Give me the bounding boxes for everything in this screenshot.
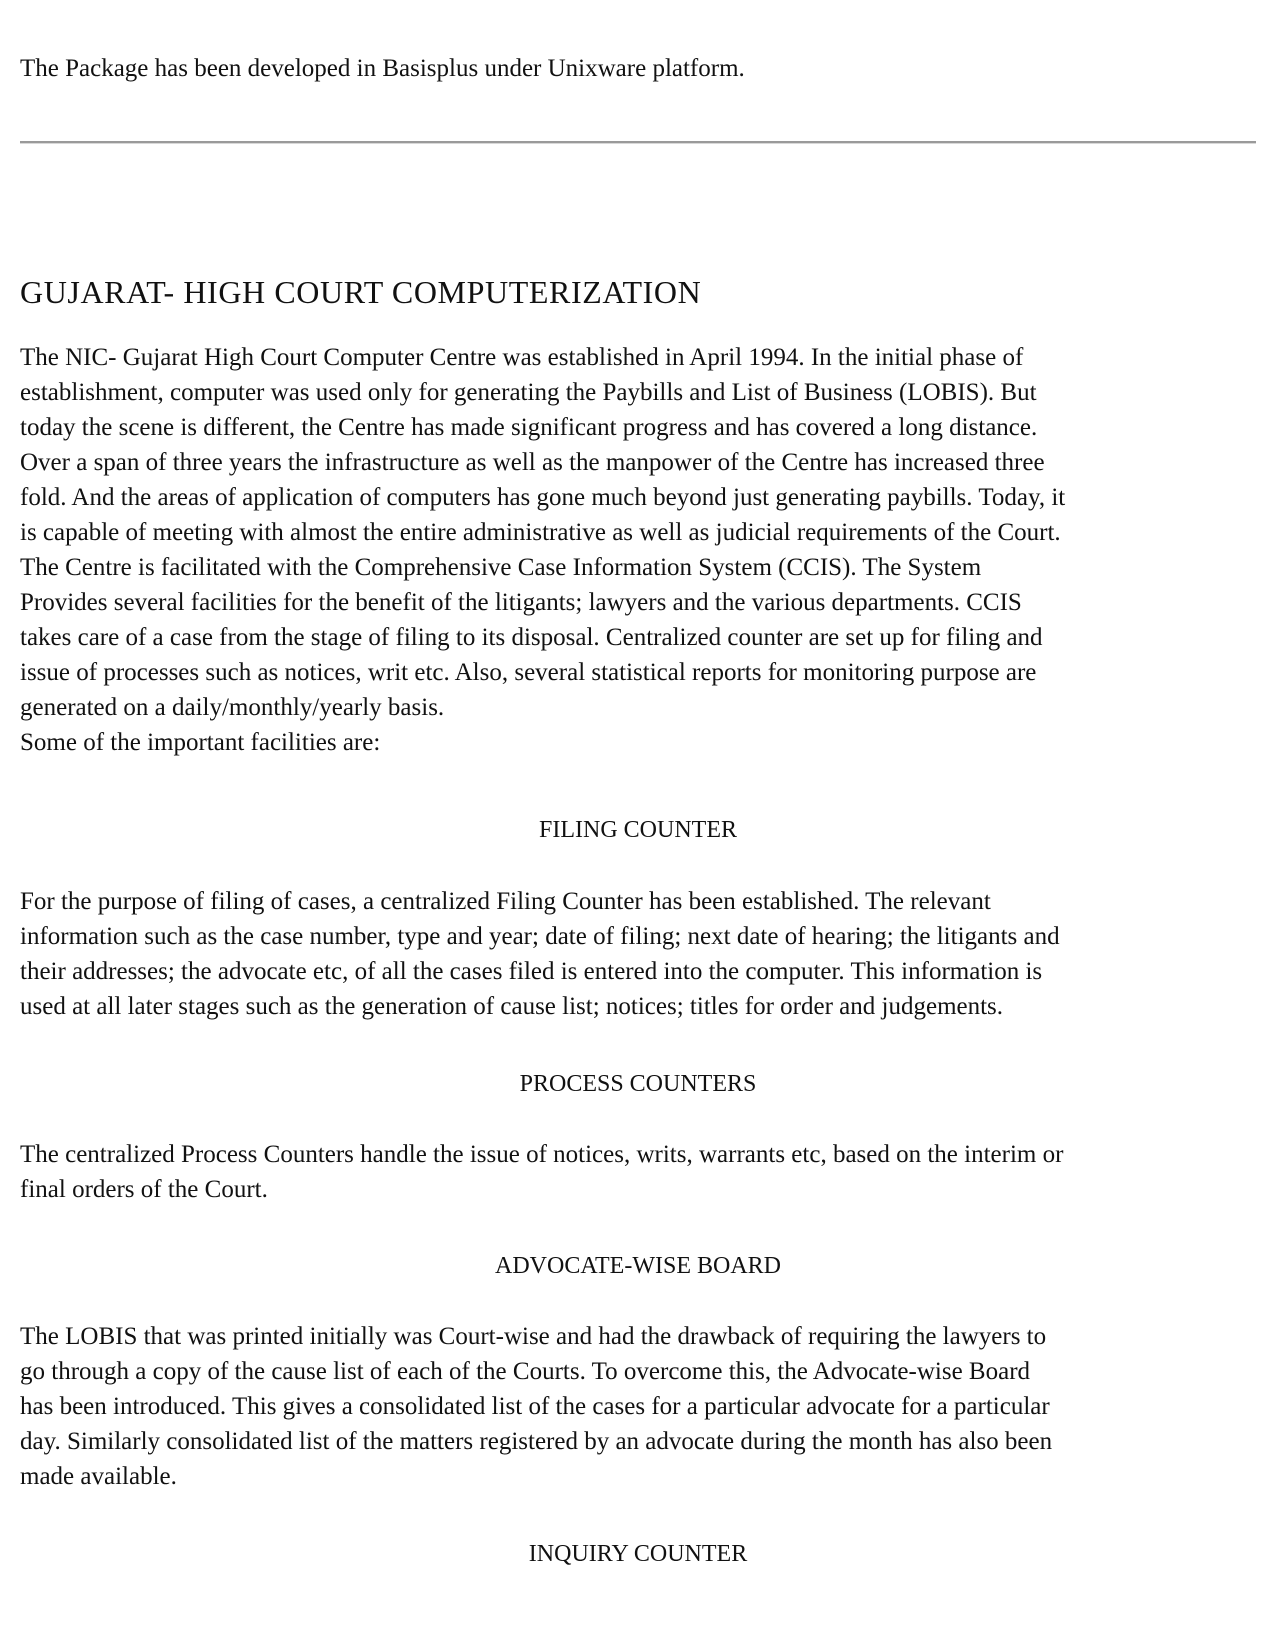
paragraph-line: takes care of a case from the stage of filing to its disposal. Centralized counter are set up for filing and [20, 624, 1043, 651]
intro-text: The Package has been developed in Basisplus under Unixware platform. [20, 55, 745, 82]
overview-paragraph [20, 340, 1256, 760]
paragraph-line: information such as the case number, type and year; date of filing; next date of hearing; the litigants and [20, 923, 1060, 950]
filing-counter-paragraph [20, 884, 1256, 1024]
paragraph-line: final orders of the Court. [20, 1176, 268, 1203]
process-counters-heading: PROCESS COUNTERS [519, 1071, 757, 1097]
advocate-wise-board-paragraph [20, 1319, 1256, 1494]
section-title: GUJARAT- HIGH COURT COMPUTERIZATION [20, 274, 702, 310]
paragraph-line: Provides several facilities for the benefit of the litigants; lawyers and the various departments. CCIS [20, 589, 1022, 616]
paragraph-line: used at all later stages such as the generation of cause list; notices; titles for order and judgements. [20, 993, 1004, 1020]
paragraph-line: Some of the important facilities are: [20, 729, 381, 756]
filing-counter-heading: FILING COUNTER [539, 817, 737, 843]
paragraph-line: The centralized Process Counters handle the issue of notices, writs, warrants etc, based on the interim or [20, 1141, 1064, 1168]
paragraph-line: fold. And the areas of application of computers has gone much beyond just generating paybills. Today, it [20, 484, 1066, 511]
paragraph-line: is capable of meeting with almost the entire administrative as well as judicial requirements of the Court. [20, 519, 1061, 546]
paragraph-line: today the scene is different, the Centre has made significant progress and has covered a long distance. [20, 414, 1038, 441]
paragraph-line: go through a copy of the cause list of each of the Courts. To overcome this, the Advocate-wise Board [20, 1358, 1031, 1385]
advocate-wise-board-heading: ADVOCATE-WISE BOARD [495, 1253, 781, 1279]
paragraph-line: day. Similarly consolidated list of the matters registered by an advocate during the month has also been [20, 1428, 1053, 1455]
paragraph-line: has been introduced. This gives a consolidated list of the cases for a particular advocate for a particular [20, 1393, 1050, 1420]
paragraph-line: their addresses; the advocate etc, of all the cases filed is entered into the computer. This information is [20, 958, 1043, 985]
paragraph-line: issue of processes such as notices, writ etc. Also, several statistical reports for monitoring purpose are [20, 659, 1037, 686]
paragraph-line: The NIC- Gujarat High Court Computer Centre was established in April 1994. In the initial phase of [20, 344, 1024, 371]
horizontal-divider [20, 141, 1256, 144]
paragraph-line: establishment, computer was used only for generating the Paybills and List of Business (LOBIS). But [20, 379, 1037, 406]
paragraph-line: made available. [20, 1463, 177, 1490]
paragraph-line: The Centre is facilitated with the Comprehensive Case Information System (CCIS). The System [20, 554, 982, 581]
paragraph-line: For the purpose of filing of cases, a centralized Filing Counter has been established. The relevant [20, 888, 991, 915]
paragraph-line: The LOBIS that was printed initially was Court-wise and had the drawback of requiring the lawyers to [20, 1323, 1047, 1350]
process-counters-paragraph [20, 1137, 1256, 1207]
paragraph-line: generated on a daily/monthly/yearly basis. [20, 694, 445, 721]
paragraph-line: Over a span of three years the infrastructure as well as the manpower of the Centre has increased three [20, 449, 1045, 476]
inquiry-counter-heading: INQUIRY COUNTER [528, 1541, 748, 1567]
